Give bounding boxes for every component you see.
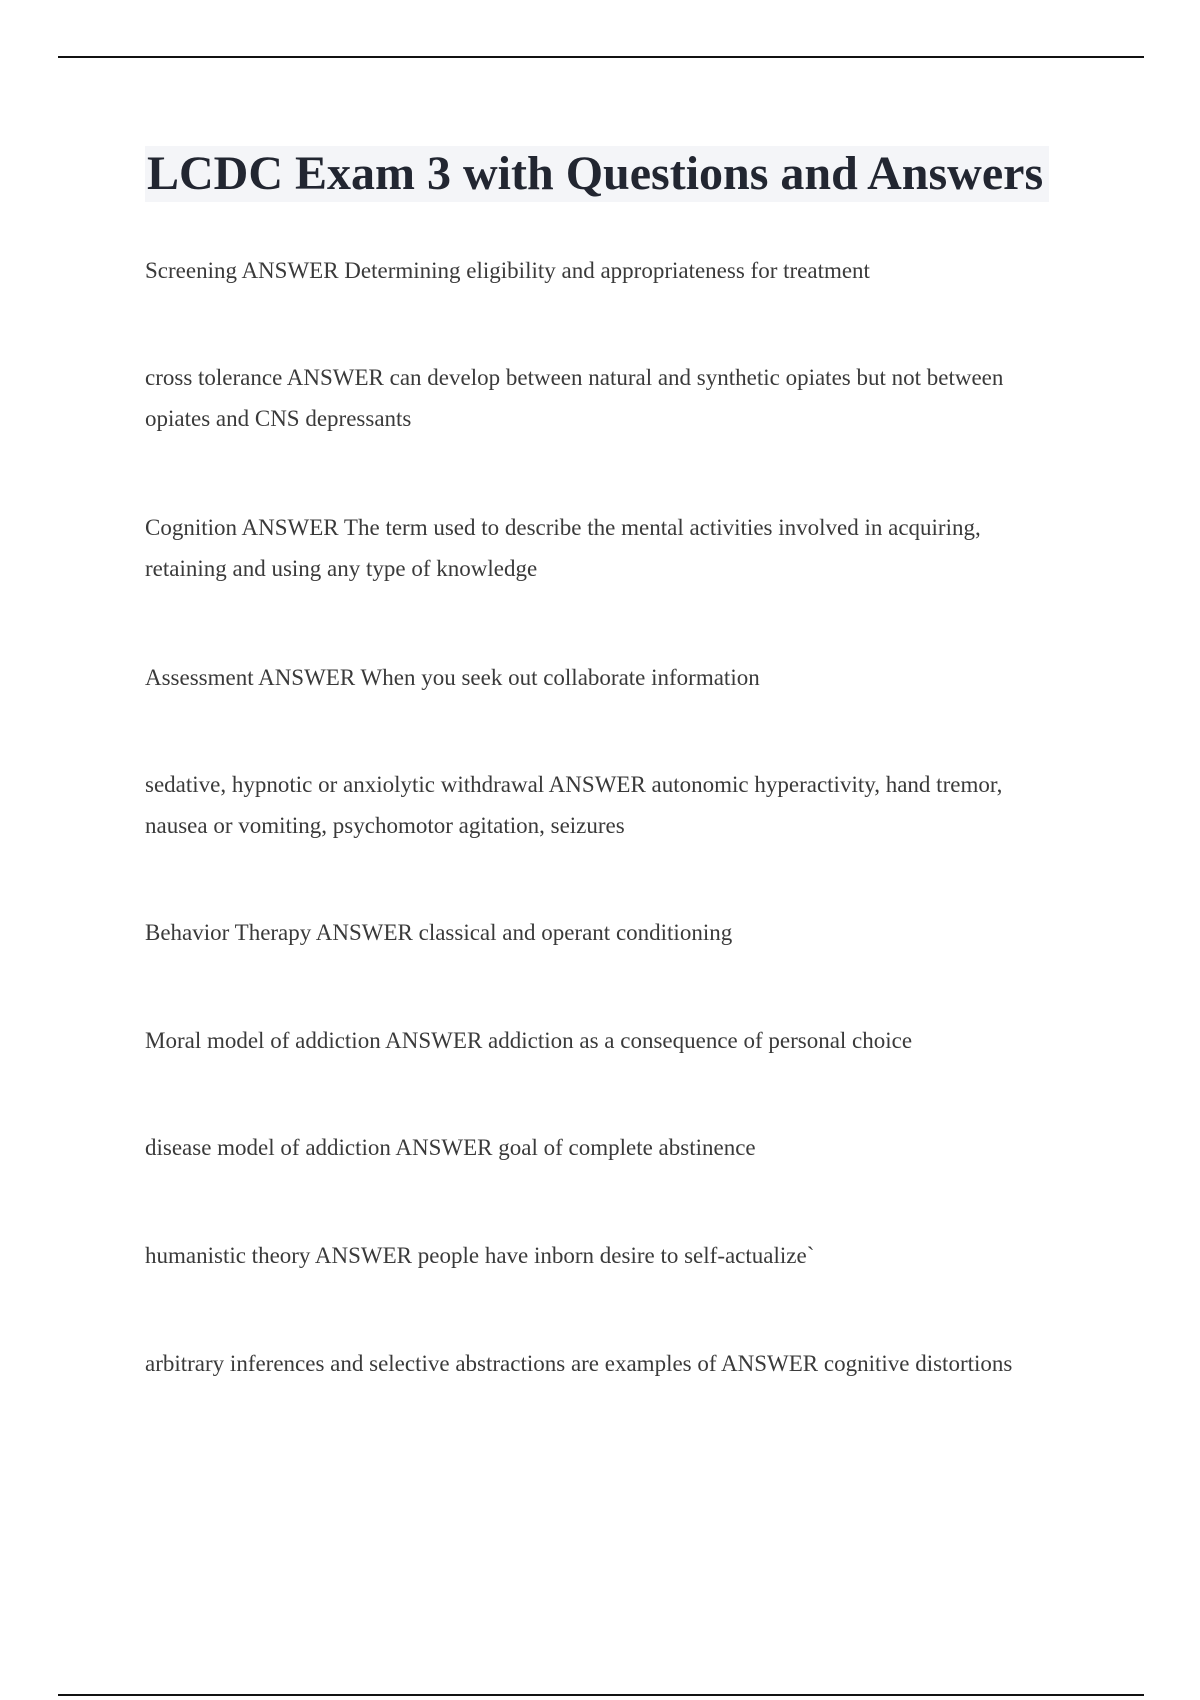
bottom-divider (58, 1694, 1144, 1696)
qa-list (145, 250, 1055, 1384)
top-divider (58, 56, 1144, 58)
qa-item-sedative-withdrawal: sedative, hypnotic or anxiolytic withdrawal ANSWER autonomic hyperactivity, hand tremor, nausea or vomiting, psychomotor agitation, seizures (145, 772, 1003, 838)
qa-item-disease-model: disease model of addiction ANSWER goal of complete abstinence (145, 1135, 756, 1160)
qa-item-cognition: Cognition ANSWER The term used to describe the mental activities involved in acquiring, retaining and using any type of knowledge (145, 515, 981, 581)
qa-item-cross-tolerance: cross tolerance ANSWER can develop between natural and synthetic opiates but not between opiates and CNS depressants (145, 365, 1004, 431)
qa-item-behavior-therapy: Behavior Therapy ANSWER classical and operant conditioning (145, 920, 733, 945)
page-title: LCDC Exam 3 with Questions and Answers (145, 146, 1049, 202)
qa-item-cognitive-distortions: arbitrary inferences and selective abstractions are examples of ANSWER cognitive distortions (145, 1351, 1013, 1376)
qa-item-screening: Screening ANSWER Determining eligibility and appropriateness for treatment (145, 258, 870, 283)
qa-item-assessment: Assessment ANSWER When you seek out collaborate information (145, 665, 760, 690)
qa-item-humanistic-theory: humanistic theory ANSWER people have inborn desire to self-actualize` (145, 1243, 815, 1268)
qa-item-moral-model: Moral model of addiction ANSWER addiction as a consequence of personal choice (145, 1028, 913, 1053)
